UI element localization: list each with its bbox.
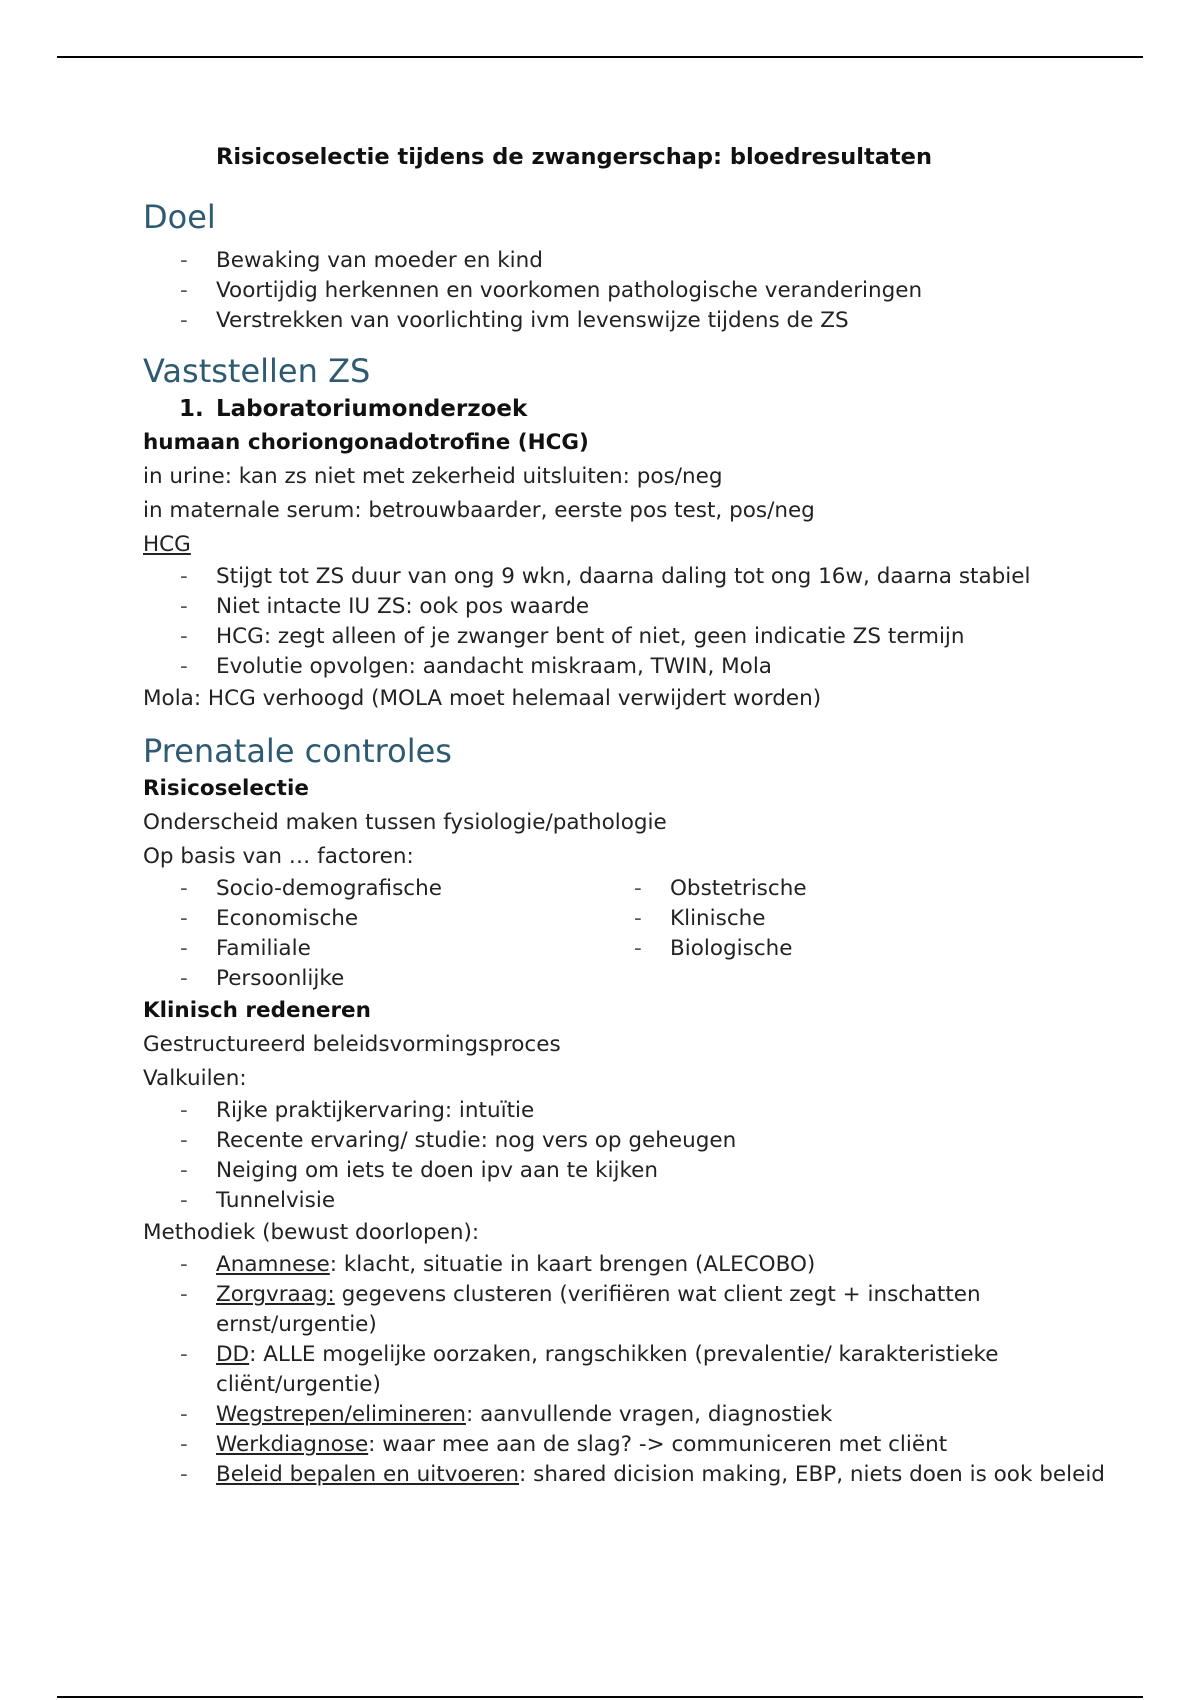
methodiek-desc: : ALLE mogelijke oorzaken, rangschikken (prevalentie/ karakteristieke cliënt/urgentie) bbox=[216, 1342, 999, 1397]
list-item: - Bewaking van moeder en kind bbox=[143, 246, 1143, 276]
list-item bbox=[143, 1400, 1143, 1430]
list-item: - Biologische bbox=[634, 934, 1034, 964]
footer-rule bbox=[57, 1696, 1143, 1698]
methodiek-label: Methodiek (bewust doorlopen): bbox=[143, 1220, 480, 1245]
list-item: - Voortijdig herkennen en voorkomen pathologische veranderingen bbox=[143, 276, 1143, 306]
methodiek-desc: : shared dicision making, EBP, niets doen is ook beleid bbox=[519, 1462, 1105, 1487]
methodiek-term: Werkdiagnose bbox=[216, 1432, 369, 1457]
list-item bbox=[143, 1430, 1143, 1460]
factors-columns bbox=[143, 874, 1143, 994]
methodiek-term: Wegstrepen/elimineren bbox=[216, 1402, 467, 1427]
list-item: - Familiale bbox=[143, 934, 634, 964]
methodiek-term: Zorgvraag: bbox=[216, 1282, 335, 1307]
methodiek-term: Anamnese bbox=[216, 1252, 330, 1277]
methodiek-desc: : waar mee aan de slag? -> communiceren met cliënt bbox=[368, 1432, 948, 1457]
list-item: - Rijke praktijkervaring: intuïtie bbox=[143, 1096, 1143, 1126]
methodiek-desc: gegevens clusteren (verifiëren wat client zegt + inschatten ernst/urgentie) bbox=[216, 1282, 981, 1337]
factors-list-right bbox=[634, 874, 1034, 964]
subheading-text: Laboratoriumonderzoek bbox=[216, 396, 528, 422]
document-title: Risicoselectie tijdens de zwangerschap: bloedresultaten bbox=[216, 144, 932, 170]
list-item: - Recente ervaring/ studie: nog vers op geheugen bbox=[143, 1126, 1143, 1156]
methodiek-list bbox=[143, 1250, 1143, 1490]
urine-text: in urine: kan zs niet met zekerheid uitsluiten: pos/neg bbox=[143, 464, 723, 489]
factors-list-left bbox=[143, 874, 634, 994]
list-item: - Economische bbox=[143, 904, 634, 934]
methodiek-term: Beleid bepalen en uitvoeren bbox=[216, 1462, 520, 1487]
klinisch-redeneren-heading: Klinisch redeneren bbox=[143, 998, 371, 1023]
list-item: - Socio-demografische bbox=[143, 874, 634, 904]
mola-text: Mola: HCG verhoogd (MOLA moet helemaal verwijdert worden) bbox=[143, 686, 822, 711]
hcg-full-heading: humaan choriongonadotrofine (HCG) bbox=[143, 430, 589, 455]
list-item: - Persoonlijke bbox=[143, 964, 634, 994]
list-item: - Obstetrische bbox=[634, 874, 1034, 904]
hcg-label: HCG bbox=[143, 532, 191, 557]
list-item: - Klinische bbox=[634, 904, 1034, 934]
methodiek-term: DD bbox=[216, 1342, 250, 1367]
onderscheid-text: Onderscheid maken tussen fysiologie/pathologie bbox=[143, 810, 667, 835]
gestructureerd-text: Gestructureerd beleidsvormingsproces bbox=[143, 1032, 561, 1057]
subheading-laboratoriumonderzoek bbox=[179, 392, 1143, 426]
list-item: - Evolutie opvolgen: aandacht miskraam, TWIN, Mola bbox=[143, 652, 1143, 682]
list-item bbox=[143, 1280, 1143, 1340]
risicoselectie-heading: Risicoselectie bbox=[143, 776, 309, 801]
subheading-number: 1. bbox=[179, 396, 204, 422]
op-basis-text: Op basis van … factoren: bbox=[143, 844, 414, 869]
serum-text: in maternale serum: betrouwbaarder, eerste pos test, pos/neg bbox=[143, 498, 815, 523]
header-rule bbox=[57, 56, 1143, 58]
methodiek-desc: : klacht, situatie in kaart brengen (ALECOBO) bbox=[329, 1252, 816, 1277]
list-item bbox=[143, 1340, 1143, 1400]
list-item bbox=[143, 1460, 1143, 1490]
section-heading-doel: Doel bbox=[143, 198, 216, 236]
section-heading-vaststellen: Vaststellen ZS bbox=[143, 352, 371, 390]
valkuilen-list bbox=[143, 1096, 1143, 1216]
list-item: - Tunnelvisie bbox=[143, 1186, 1143, 1216]
document-body bbox=[143, 140, 1143, 1490]
list-item bbox=[143, 1250, 1143, 1280]
list-item: - Niet intacte IU ZS: ook pos waarde bbox=[143, 592, 1143, 622]
methodiek-desc: : aanvullende vragen, diagnostiek bbox=[466, 1402, 833, 1427]
list-item: - Verstrekken van voorlichting ivm levenswijze tijdens de ZS bbox=[143, 306, 1143, 336]
doel-list bbox=[143, 246, 1143, 336]
section-heading-prenatale: Prenatale controles bbox=[143, 732, 452, 770]
list-item: - Neiging om iets te doen ipv aan te kijken bbox=[143, 1156, 1143, 1186]
list-item: - Stijgt tot ZS duur van ong 9 wkn, daarna daling tot ong 16w, daarna stabiel bbox=[143, 562, 1143, 592]
valkuilen-label: Valkuilen: bbox=[143, 1066, 247, 1091]
hcg-list bbox=[143, 562, 1143, 682]
list-item: - HCG: zegt alleen of je zwanger bent of niet, geen indicatie ZS termijn bbox=[143, 622, 1143, 652]
